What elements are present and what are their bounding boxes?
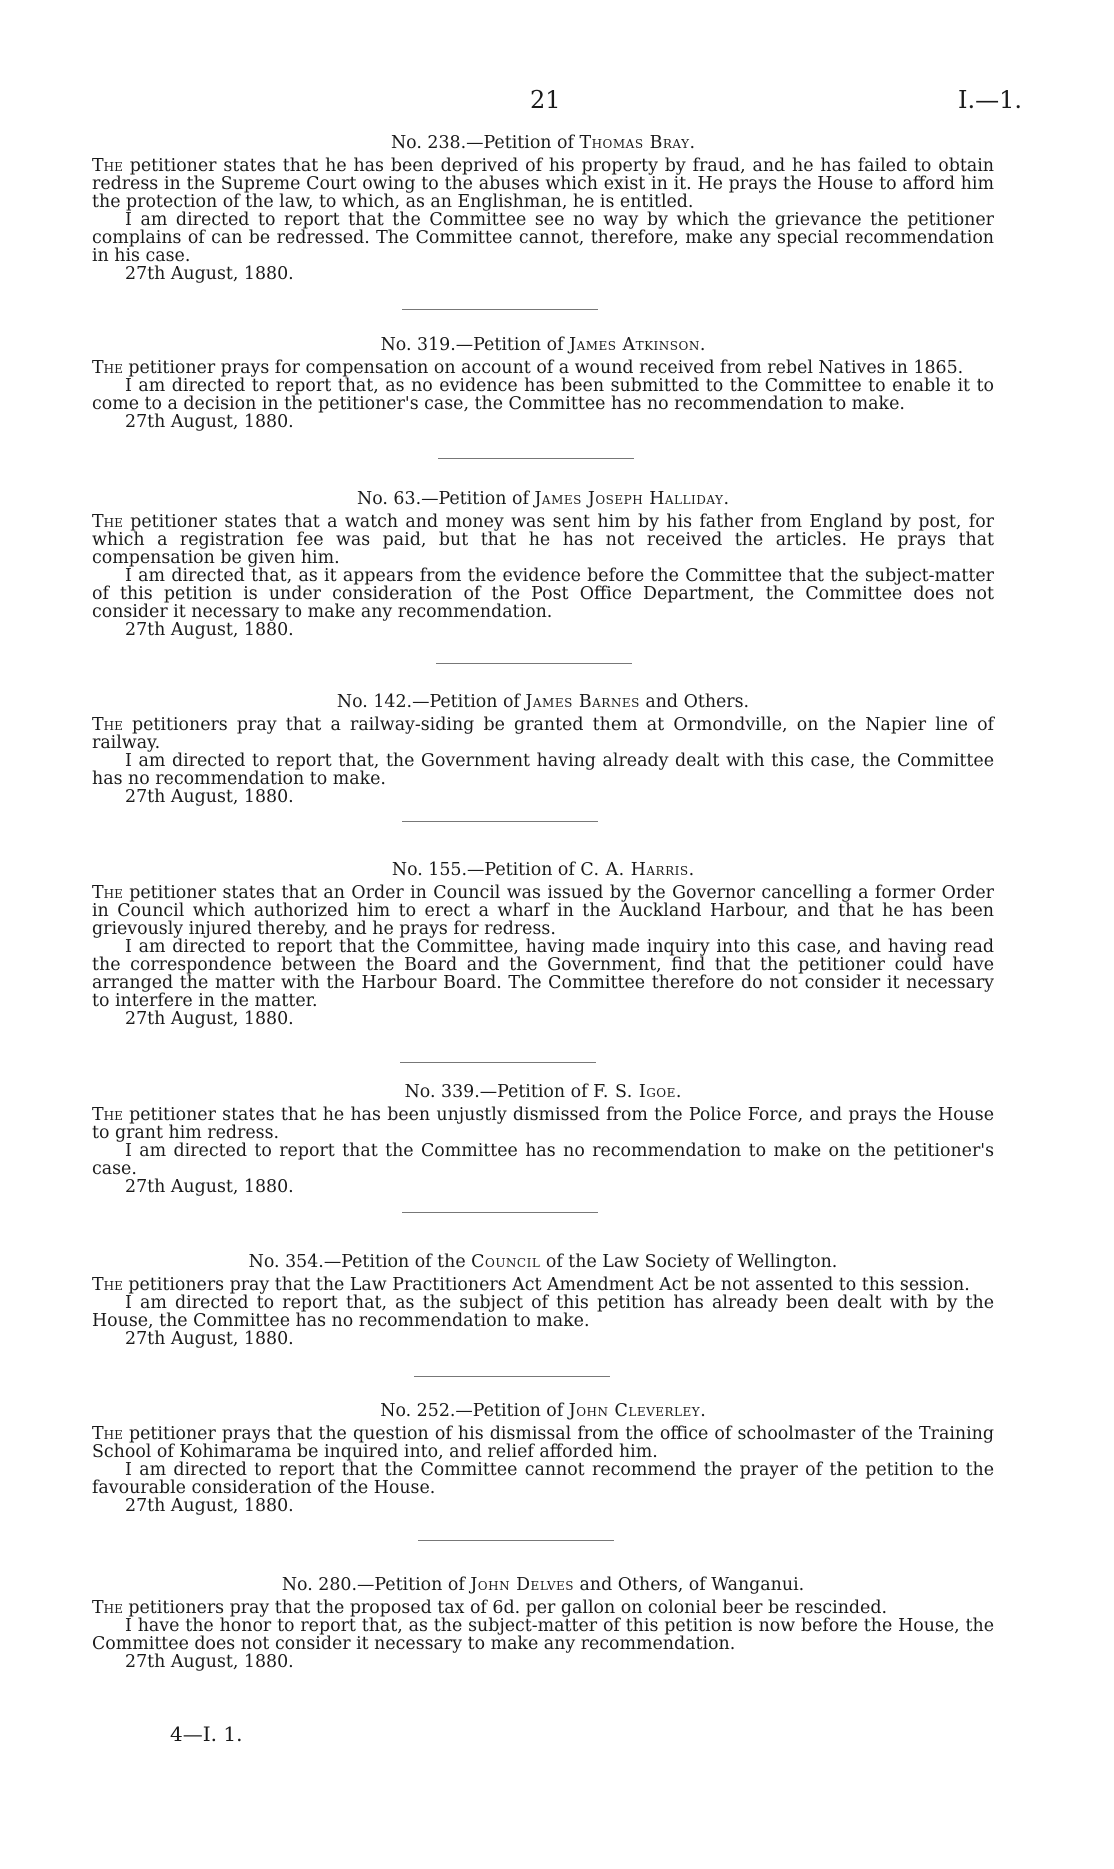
report-date: 27th August, 1880. xyxy=(125,620,294,640)
petition-block xyxy=(92,1253,994,1348)
petition-block xyxy=(92,1402,994,1515)
petition-heading: No. 339.—Petition of F. S. Igoe. xyxy=(404,1082,682,1102)
report-date: 27th August, 1880. xyxy=(125,1009,294,1029)
petition-heading: No. 238.—Petition of Thomas Bray. xyxy=(390,133,696,153)
report-date: 27th August, 1880. xyxy=(125,412,294,432)
petition-statement: The petitioner prays for compensation on account of a wound received from rebel Natives in 1865. xyxy=(92,358,964,378)
report-date: 27th August, 1880. xyxy=(125,1652,294,1672)
petition-heading: No. 280.—Petition of John Delves and Others, of Wanganui. xyxy=(281,1575,805,1595)
committee-report: I am directed that, as it appears from the evidence before the Committee that the subject-matter of this petition is under consideration of the Post Office Department, the Committee does not consider it necessary to make any recommendation. xyxy=(92,566,994,622)
report-date: 27th August, 1880. xyxy=(125,1177,294,1197)
signature-mark: 4—I. 1. xyxy=(170,1722,243,1746)
petition-heading: No. 155.—Petition of C. A. Harris. xyxy=(391,860,695,880)
committee-report: I am directed to report that, as no evidence has been submitted to the Committee to enable it to come to a decision in the petitioner's case, the Committee has no recommendation to make. xyxy=(92,376,994,414)
petition-statement: The petitioners pray that a railway-siding be granted them at Ormondville, on the Napier line of railway. xyxy=(92,715,994,753)
section-divider xyxy=(402,821,598,822)
section-divider xyxy=(418,1540,614,1541)
report-date: 27th August, 1880. xyxy=(125,787,294,807)
petition-block xyxy=(92,490,994,639)
page-number: 21 xyxy=(530,86,561,114)
petition-block xyxy=(92,861,994,1028)
petition-heading: No. 354.—Petition of the Council of the Law Society of Wellington. xyxy=(248,1252,838,1272)
petition-heading: No. 319.—Petition of James Atkinson. xyxy=(380,335,706,355)
petition-block xyxy=(92,1083,994,1196)
report-date: 27th August, 1880. xyxy=(125,1329,294,1349)
report-date: 27th August, 1880. xyxy=(125,1496,294,1516)
section-divider xyxy=(436,663,632,664)
petition-statement: The petitioners pray that the Law Practitioners Act Amendment Act be not assented to this session. xyxy=(92,1275,970,1295)
petition-statement: The petitioner states that an Order in Council was issued by the Governor cancelling a former Order in Council which authorized him to erect a wharf in the Auckland Harbour, and that he has been grievously injured thereby, and he prays for redress. xyxy=(92,883,994,939)
section-divider xyxy=(402,1212,598,1213)
petition-block xyxy=(92,693,994,806)
committee-report: I am directed to report that the Committee see no way by which the grievance the petitioner complains of can be redressed. The Committee cannot, therefore, make any special recommendation in his case. xyxy=(92,210,994,266)
petition-statement: The petitioners pray that the proposed tax of 6d. per gallon on colonial beer be rescinded. xyxy=(92,1598,888,1618)
section-divider xyxy=(414,1376,610,1377)
petition-block xyxy=(92,1576,994,1671)
committee-report: I am directed to report that the Committee cannot recommend the prayer of the petition to the favourable consideration of the House. xyxy=(92,1460,994,1498)
page-reference: I.—1. xyxy=(958,86,1023,114)
committee-report: I have the honor to report that, as the subject-matter of this petition is now before the House, the Committee does not consider it necessary to make any recommendation. xyxy=(92,1616,994,1654)
petition-block xyxy=(92,336,994,431)
report-date: 27th August, 1880. xyxy=(125,264,294,284)
section-divider xyxy=(438,458,634,459)
petition-statement: The petitioner prays that the question of his dismissal from the office of schoolmaster of the Training School of Kohimarama be inquired into, and relief afforded him. xyxy=(92,1424,994,1462)
petition-statement: The petitioner states that a watch and money was sent him by his father from England by post, for which a registration fee was paid, but that he has not received the articles. He prays that compensation be given him. xyxy=(92,512,994,568)
section-divider xyxy=(400,1062,596,1063)
committee-report: I am directed to report that the Committee, having made inquiry into this case, and having read the correspondence between the Board and the Government, find that the petitioner could have arranged the matter with the Harbour Board. The Committee therefore do not consider it necessary to interfere in the matter. xyxy=(92,937,994,1011)
petition-heading: No. 252.—Petition of John Cleverley. xyxy=(380,1401,706,1421)
section-divider xyxy=(402,309,598,310)
committee-report: I am directed to report that, the Government having already dealt with this case, the Committee has no recommendation to make. xyxy=(92,751,994,789)
petition-block xyxy=(92,134,994,283)
petition-statement: The petitioner states that he has been unjustly dismissed from the Police Force, and prays the House to grant him redress. xyxy=(92,1105,994,1143)
committee-report: I am directed to report that, as the subject of this petition has already been dealt with by the House, the Committee has no recommendation to make. xyxy=(92,1293,994,1331)
petition-heading: No. 142.—Petition of James Barnes and Others. xyxy=(336,692,750,712)
petition-heading: No. 63.—Petition of James Joseph Halliday. xyxy=(357,489,729,509)
petition-statement: The petitioner states that he has been deprived of his property by fraud, and he has failed to obtain redress in the Supreme Court owing to the abuses which exist in it. He prays the House to afford him the protection of the law, to which, as an Englishman, he is entitled. xyxy=(92,156,994,212)
committee-report: I am directed to report that the Committee has no recommendation to make on the petitioner's case. xyxy=(92,1141,994,1179)
